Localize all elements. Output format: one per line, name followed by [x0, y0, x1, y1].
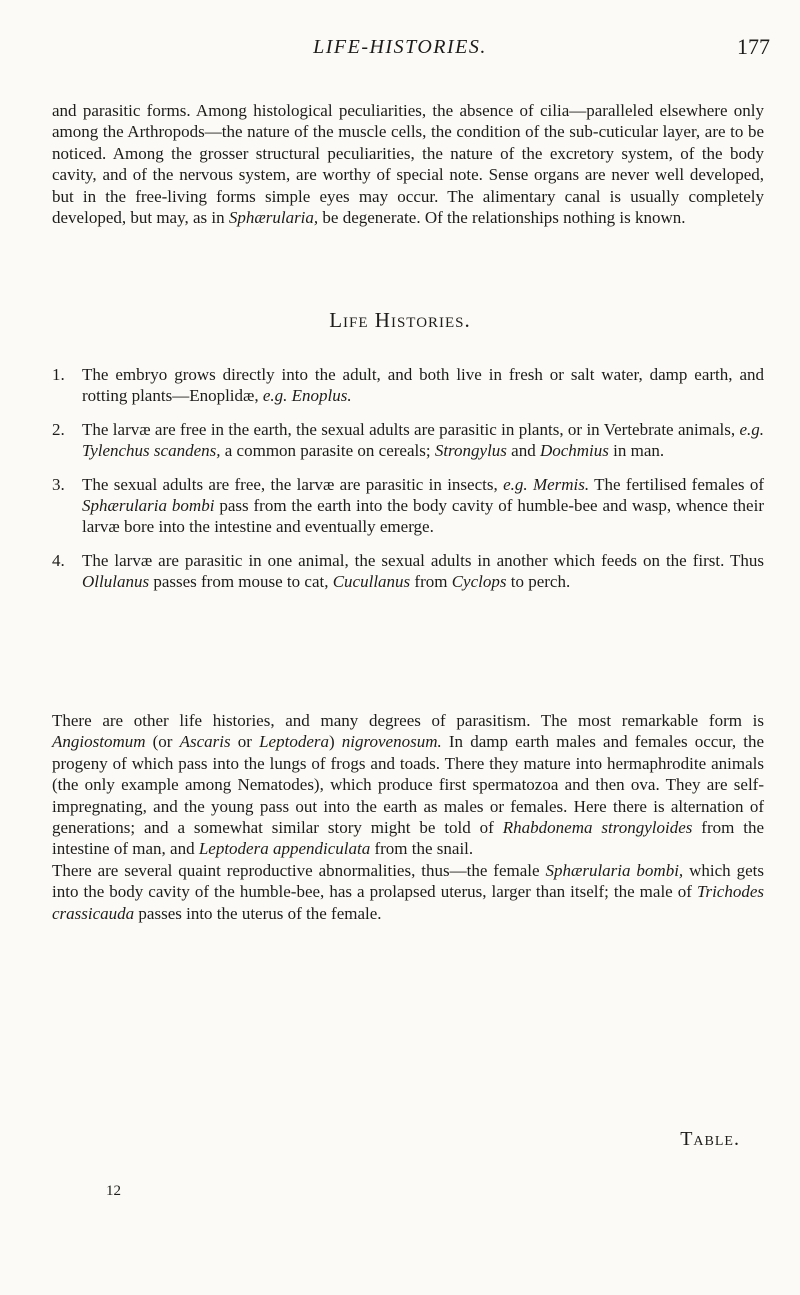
paragraph-abnormalities: There are several quaint reproductive abnormalities, thus—the female Sphærularia bombi, which gets into the body cavity of the humble-bee, has a prolapsed uterus, larger than itself; the male of Trichodes crassicauda passes into the uterus of the female. [52, 860, 764, 923]
item-number: 1. [52, 365, 65, 384]
list-item: 3. The sexual adults are free, the larvæ are parasitic in insects, e.g. Mermis. The fertilised females of Sphærularia bombi pass from the earth into the body cavity of humble-bee and wasp, whence their larvæ bore into the intestine and eventually emerge. [52, 474, 764, 537]
catchword: Table. [680, 1128, 740, 1150]
list-item: 1. The embryo grows directly into the adult, and both live in fresh or salt water, damp earth, and rotting plants—Enoplidæ, e.g. Enoplus. [52, 365, 764, 406]
section-heading: Life Histories. [329, 308, 471, 332]
life-history-list [52, 364, 764, 605]
item-number: 2. [52, 419, 65, 439]
paragraph-other-histories: There are other life histories, and many degrees of parasitism. The most remarkable form is Angiostomum (or Ascaris or Leptodera) nigrovenosum. In damp earth males and females occur, the progeny of which pass into the lungs of frogs and toads. There they mature into hermaphrodite animals (the only example among Nematodes), which produce first spermatozoa and then ova. They are self-impregnating, and the young pass out into the earth as males or females. Here there is alternation of generations; and a somewhat similar story might be told of Rhabdonema strongyloides from the intestine of man, and Leptodera appendiculata from the snail. [52, 711, 765, 859]
running-head [0, 36, 800, 66]
running-title: LIFE-HISTORIES. [313, 36, 487, 58]
list-item: 2. The larvæ are free in the earth, the sexual adults are parasitic in plants, or in Vertebrate animals, e.g. Tylenchus scandens, a common parasite on cereals; Strongylus and Dochmius in man. [52, 419, 764, 461]
list-item: 4. The larvæ are parasitic in one animal, the sexual adults in another which feeds on the first. Thus Ollulanus passes from mouse to cat, Cucullanus from Cyclops to perch. [52, 550, 764, 592]
item-number: 3. [52, 474, 65, 494]
item-number: 4. [52, 550, 65, 570]
page-number: 177 [737, 34, 770, 59]
intro-paragraph: and parasitic forms. Among histological peculiarities, the absence of cilia—paralleled elsewhere only among the Arthropods—the nature of the muscle cells, the condition of the sub-cuticular layer, are to be noticed. Among the grosser structural peculiarities, the nature of the excretory system, of the body cavity, and of the nervous system, are worthy of special note. Sense organs are never well developed, but in the free-living forms simple eyes may occur. The alimentary canal is usually completely developed, but may, as in Sphærularia, be degenerate. Of the relationships nothing is known. [52, 101, 764, 228]
closing-section [52, 710, 764, 924]
signature-mark: 12 [106, 1183, 121, 1199]
